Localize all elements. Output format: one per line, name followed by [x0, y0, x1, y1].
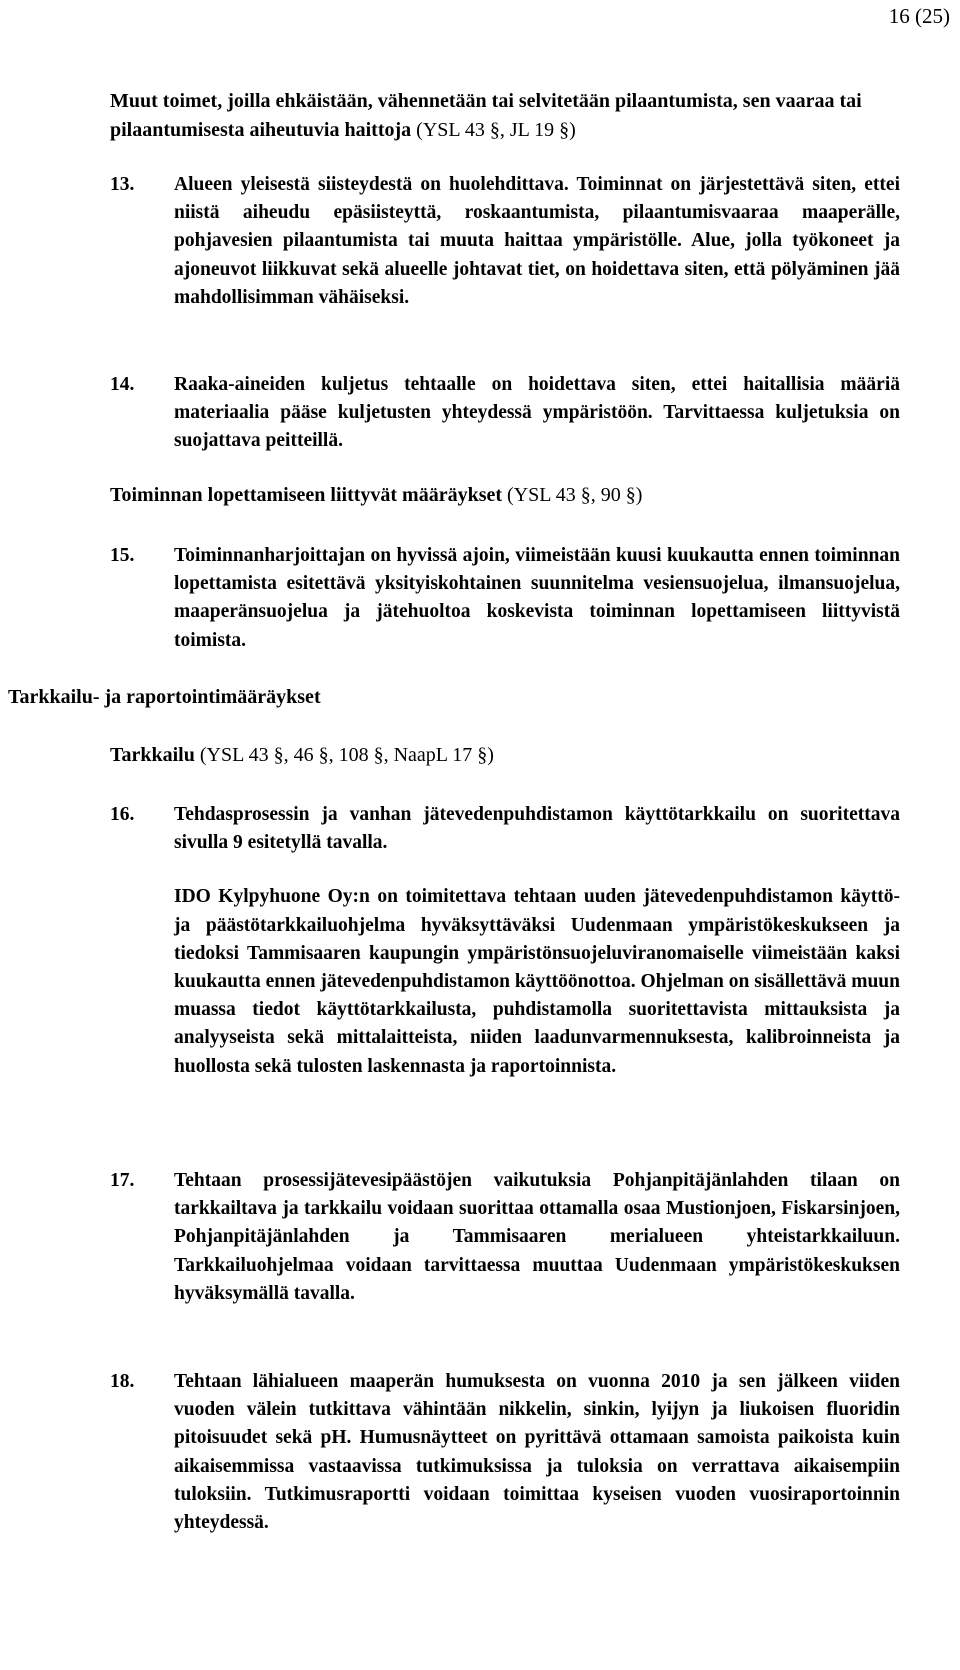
regulation-item-17: [110, 1167, 900, 1308]
item-number: 15.: [110, 545, 135, 566]
item-number: 13.: [110, 174, 135, 195]
page-number: 16 (25): [888, 4, 950, 28]
item-number: 17.: [110, 1170, 135, 1191]
item-text-continued: IDO Kylpyhuone Oy:n on toimitettava tehtaan uuden jätevedenpuhdistamon käyttö- ja päästötarkkailuohjelma hyväksyttäväksi Uudenmaan ympäristökeskukseen ja tiedoksi Tammisaaren kaupungin ympäristönsuojeluviranomaiselle viimeistään kaksi kuukautta ennen jätevedenpuhdistamon käyttöönottoa. Ohjelman on sisällettävä muun muassa tiedot käyttötarkkailusta, puhdistamolla suoritettavista mittauksista ja analyyseista sekä mittalaitteista, niiden laadunvarmennuksesta, kalibroinneista ja huollosta sekä tulosten laskennasta ja raportoinnista.: [174, 886, 900, 1077]
item-number: 18.: [110, 1371, 135, 1392]
item-text: Tehtaan lähialueen maaperän humuksesta on vuonna 2010 ja sen jälkeen viiden vuoden välein tutkittava vähintään nikkelin, sinkin, lyijyn ja liukoisen fluoridin pitoisuudet sekä pH. Humusnäytteet on pyrittävä ottamaan samoista paikoista kuin aikaisemmissa vastaavissa tutkimuksissa ja tuloksia on verrattava aikaisempiin tuloksiin. Tutkimusraportti voidaan toimittaa kyseisen vuoden vuosiraportoinnin yhteydessä.: [174, 1371, 900, 1534]
item-text: Raaka-aineiden kuljetus tehtaalle on hoidettava siten, ettei haitallisia määriä materiaalia pääse kuljetusten yhteydessä ympäristöön. Tarvittaessa kuljetuksia on suojattava peitteillä.: [174, 374, 900, 452]
item-text: Tehdasprosessin ja vanhan jätevedenpuhdistamon käyttötarkkailu on suoritettava sivulla 9 esitetyllä tavalla.: [174, 804, 900, 854]
item-number: 16.: [110, 804, 135, 825]
item-number: 14.: [110, 374, 135, 395]
regulation-item-13: [110, 171, 900, 312]
regulation-item-14: [110, 371, 900, 456]
section-heading-monitoring: Tarkkailu- ja raportointimääräykset: [8, 686, 321, 708]
item-text: Alueen yleisestä siisteydestä on huolehdittava. Toiminnat on järjestettävä siten, ettei niistä aiheudu epäsiisteyttä, roskaantumista, pilaantumisvaaraa maaperälle, pohjavesien pilaantumista tai muuta haittaa ympäristölle. Alue, jolla työkoneet ja ajoneuvot liikkuvat sekä alueelle johtavat tiet, on hoidettava siten, että pölyäminen jää mahdollisimman vähäiseksi.: [174, 174, 900, 308]
regulation-item-18: [110, 1368, 900, 1537]
subsection-heading-reference: (YSL 43 §, 46 §, 108 §, NaapL 17 §): [194, 744, 494, 766]
section-heading-other-measures: [110, 87, 900, 145]
section-heading-closing: [110, 481, 900, 510]
section-heading-reference: (YSL 43 §, JL 19 §): [411, 119, 576, 141]
section-heading-reference: (YSL 43 §, 90 §): [502, 484, 643, 506]
regulation-item-16: [110, 801, 900, 1081]
item-text: Tehtaan prosessijätevesipäästöjen vaikutuksia Pohjanpitäjänlahden tilaan on tarkkailtava ja tarkkailu voidaan suorittaa ottamalla osaa Mustionjoen, Fiskarsinjoen, Pohjanpitäjänlahden ja Tammisaaren merialueen yhteistarkkailuun. Tarkkailuohjelmaa voidaan tarvittaessa muuttaa Uudenmaan ympäristökeskuksen hyväksymällä tavalla.: [174, 1170, 900, 1304]
subsection-heading-monitoring: [110, 741, 900, 770]
section-heading-title: Muut toimet, joilla ehkäistään, vähennetään tai selvitetään pilaantumista, sen vaaraa tai pilaantumisesta aiheutuvia haittoja: [110, 90, 862, 141]
section-heading-title: Toiminnan lopettamiseen liittyvät määräykset: [110, 484, 503, 506]
subsection-heading-title: Tarkkailu: [110, 744, 195, 766]
item-text: Toiminnanharjoittajan on hyvissä ajoin, viimeistään kuusi kuukautta ennen toiminnan lopettamista esitettävä yksityiskohtainen suunnitelma vesiensuojelua, ilmansuojelua, maaperänsuojelua ja jätehuoltoa koskevista toiminnan lopettamiseen liittyvistä toimista.: [174, 545, 900, 651]
regulation-item-15: [110, 542, 900, 655]
